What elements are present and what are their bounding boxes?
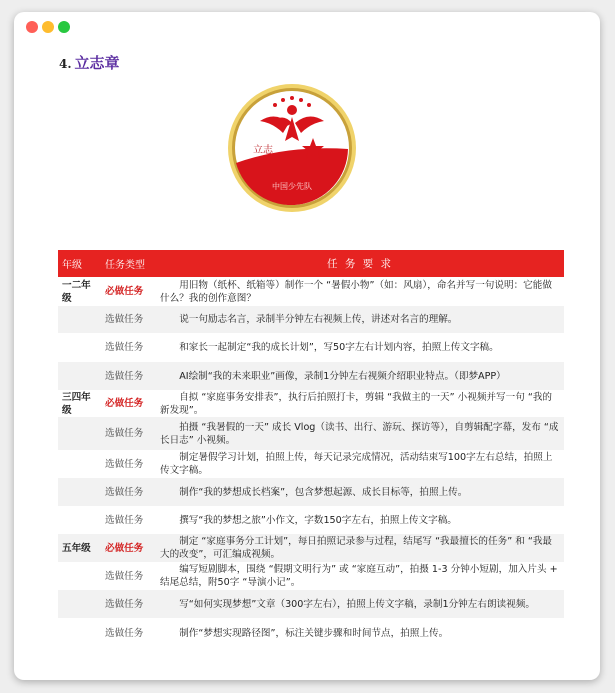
section-number: 4.	[59, 57, 72, 71]
task-content-cell: 说一句励志名言，录制半分钟左右视频上传，讲述对名言的理解。	[156, 306, 564, 333]
grade-cell: 五年级	[58, 534, 101, 562]
maximize-window-button[interactable]	[58, 21, 70, 33]
grade-cell	[58, 506, 101, 534]
task-content-cell: 编写短剧脚本，围绕 “假期文明行为” 或 “家庭互动”，拍摄 1-3 分钟小短剧，加入片头 + 结尾总结，附50字 “导演小记”。	[160, 564, 558, 588]
task-type-cell: 选做任务	[101, 362, 156, 390]
window-titlebar	[14, 12, 600, 42]
grade-cell: 一二年级	[62, 279, 91, 304]
table-row	[58, 362, 564, 390]
task-type-cell: 选做任务	[101, 417, 156, 450]
table-row	[58, 277, 564, 306]
task-content-cell: 制定 “家庭事务分工计划”，每日拍照记录参与过程，结尾写 “我最擅长的任务” 和 “我最大的改变”，可汇编成视频。	[156, 534, 564, 562]
task-content-cell: 用旧物（纸杯、纸箱等）制作一个 “暑假小物”（如：风扇），命名并写一句说明：它能做什么？我的创作意图？	[160, 279, 552, 304]
task-content-cell: 拍摄 “我暑假的一天” 成长 Vlog（读书、出行、游玩、探访等），自剪辑配字幕，发布 “成长日志” 小视频。	[156, 417, 564, 450]
table-header-row	[58, 250, 564, 277]
task-type-cell: 必做任务	[101, 534, 156, 562]
badge-emblem-image	[227, 83, 357, 213]
minimize-window-button[interactable]	[42, 21, 54, 33]
grade-cell	[58, 562, 101, 590]
task-content-cell: 制作“梦想实现路径图”，标注关键步骤和时间节点，拍照上传。	[179, 627, 449, 639]
grade-cell	[58, 478, 101, 506]
table-row	[58, 450, 564, 478]
grade-cell	[58, 333, 101, 362]
table-row	[58, 506, 564, 534]
task-content-cell: 自拟 “家庭事务安排表”，执行后拍照打卡，剪辑 “我做主的一天” 小视频并写一句 “我的新发现”。	[160, 391, 553, 416]
table-row	[58, 390, 564, 417]
close-window-button[interactable]	[26, 21, 38, 33]
task-type-cell: 选做任务	[101, 306, 156, 333]
grade-cell	[58, 618, 101, 648]
header-task-type: 任务类型	[101, 250, 156, 277]
grade-cell	[58, 362, 101, 390]
table-row	[58, 534, 564, 562]
task-content-cell: 写“如何实现梦想”文章（300字左右），拍照上传文字稿，录制1分钟左右朗读视频。	[156, 590, 564, 618]
task-type-cell: 必做任务	[105, 286, 144, 297]
badge-text-left: 立志	[253, 145, 273, 156]
task-type-cell: 选做任务	[105, 627, 144, 639]
grade-cell: 三四年级	[62, 391, 91, 416]
table-row	[58, 306, 564, 333]
task-type-cell: 选做任务	[101, 590, 156, 618]
grade-cell	[58, 417, 101, 450]
grade-cell	[58, 590, 101, 618]
document-window	[14, 12, 600, 680]
task-type-cell: 选做任务	[105, 514, 144, 526]
task-content-cell: 制作“我的梦想成长档案”，包含梦想起源、成长目标等，拍照上传。	[156, 478, 564, 506]
table-row	[58, 478, 564, 506]
task-type-cell: 选做任务	[105, 570, 144, 582]
table-row	[58, 562, 564, 590]
section-heading	[59, 52, 120, 73]
task-type-cell: 选做任务	[101, 478, 156, 506]
table-row	[58, 590, 564, 618]
task-content-cell: AI绘制“我的未来职业”画像，录制1分钟左右视频介绍职业特点。（即梦APP）	[156, 362, 564, 390]
task-type-cell: 选做任务	[105, 342, 144, 353]
task-type-cell: 必做任务	[105, 398, 144, 409]
task-content-cell: 制定暑假学习计划，拍照上传，每天记录完成情况，活动结束写100字左右总结，拍照上传文字稿。	[160, 452, 553, 476]
header-grade: 年级	[58, 250, 101, 277]
task-table	[58, 250, 564, 648]
task-content-cell: 和家长一起制定“我的成长计划”，写50字左右计划内容，拍照上传文字稿。	[179, 342, 499, 353]
header-requirements: 任 务 要 求	[156, 250, 564, 277]
table-row	[58, 333, 564, 362]
grade-cell	[58, 306, 101, 333]
badge-text-bottom: 中国少先队	[272, 182, 312, 191]
table-row	[58, 417, 564, 450]
grade-cell	[58, 450, 101, 478]
table-row	[58, 618, 564, 648]
task-content-cell: 撰写“我的梦想之旅”小作文，字数150字左右，拍照上传文字稿。	[179, 514, 457, 526]
task-type-cell: 选做任务	[105, 458, 144, 470]
section-title: 立志章	[74, 54, 120, 72]
